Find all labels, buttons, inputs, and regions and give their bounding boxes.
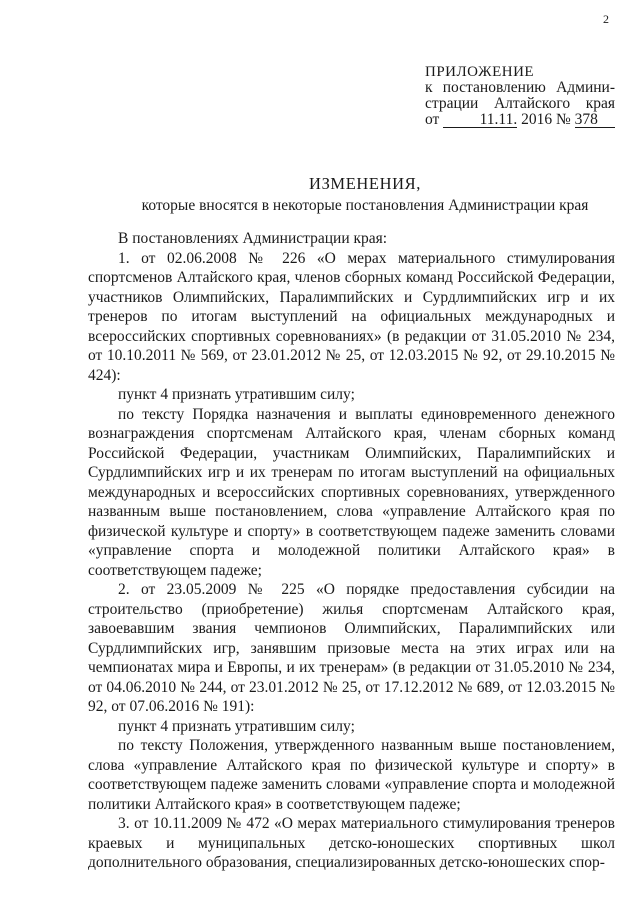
appendix-year: 2016 — [521, 111, 553, 128]
heading-title: ИЗМЕНЕНИЯ, — [309, 174, 421, 193]
appendix-line-2: страции Алтайского края — [425, 95, 615, 112]
paragraph: 3. от 10.11.2009 № 472 «О мерах материального стимулирования тренеров краевых и муниципальных детско-юношеских спортивных школ дополнительного образования, специализированных детско-юношеских спор- — [88, 815, 615, 871]
appendix-title: ПРИЛОЖЕНИЕ — [425, 64, 535, 80]
paragraph: пункт 4 признать утратившим силу; — [118, 717, 355, 735]
appendix-number: 378 — [575, 113, 615, 128]
appendix-number-sign: № — [555, 111, 571, 128]
appendix-from-label: от — [425, 111, 440, 128]
paragraph: пункт 4 признать утратившим силу; — [118, 386, 355, 403]
paragraph: 2. от 23.05.2009 № 225 «О порядке предоставления субсидии на строительство (приобретение) жилья спортсменам Алтайского края, завоевавшим звания чемпионов Олимпийских, Паралимпийских или Сурдлимпийских игр, занявшим призовые места на этих играх или на чемпионатах мира и Европы, и их тренерам» (в редакции от 31.05.2010 № 234, от 04.06.2010 № 244, от 23.01.2012 № 25, от 17.12.2012 № 689, от 12.03.2015 № 92, от 07.06.2016 № 191): — [88, 581, 615, 715]
appendix-line-1: к постановлению Админи- — [425, 79, 615, 96]
paragraph: по тексту Порядка назначения и выплаты единовременного денежного вознаграждения спортсменам Алтайского края, членам сборных команд Российской Федерации, участникам Олимпийских, Паралимпийских и Сурдлимпийских игр и их тренерам по итогам выступлений на официальных международных и всероссийских спортивных соревнованиях, утвержденного названным выше постановлением, слова «управление Алтайского края по физической культуре и спорту» в соответствующем падеже заменить словами «управление спорта и молодежной политики Алтайского края» в соответствующем падеже; — [88, 405, 615, 579]
appendix-date: 11.11. — [443, 113, 517, 128]
heading-subtitle: которые вносятся в некоторые постановления Администрации края — [141, 197, 589, 214]
document-heading — [0, 174, 640, 215]
document-body — [88, 229, 615, 873]
page-number: 2 — [603, 12, 609, 26]
appendix-date-line — [425, 112, 615, 128]
paragraph: по тексту Положения, утвержденного названным выше постановлением, слова «управление Алтайского края по физической культуре и спорту» в соответствующем падеже заменить словами «управление спорта и молодежной политики Алтайского края» в соответствующем падеже; — [88, 737, 615, 813]
paragraph: 1. от 02.06.2008 № 226 «О мерах материального стимулирования спортсменов Алтайского края, членов сборных команд Российской Федерации, участников Олимпийских, Паралимпийских и Сурдлимпийских игр и их тренеров по итогам выступлений на официальных международных и всероссийских спортивных соревнованиях» (в редакции от 31.05.2010 № 234, от 10.10.2011 № 569, от 23.01.2012 № 25, от 12.03.2015 № 92, от 29.10.2015 № 424): — [88, 249, 615, 384]
appendix-block — [425, 64, 615, 128]
paragraph: В постановлениях Администрации края: — [118, 230, 388, 247]
